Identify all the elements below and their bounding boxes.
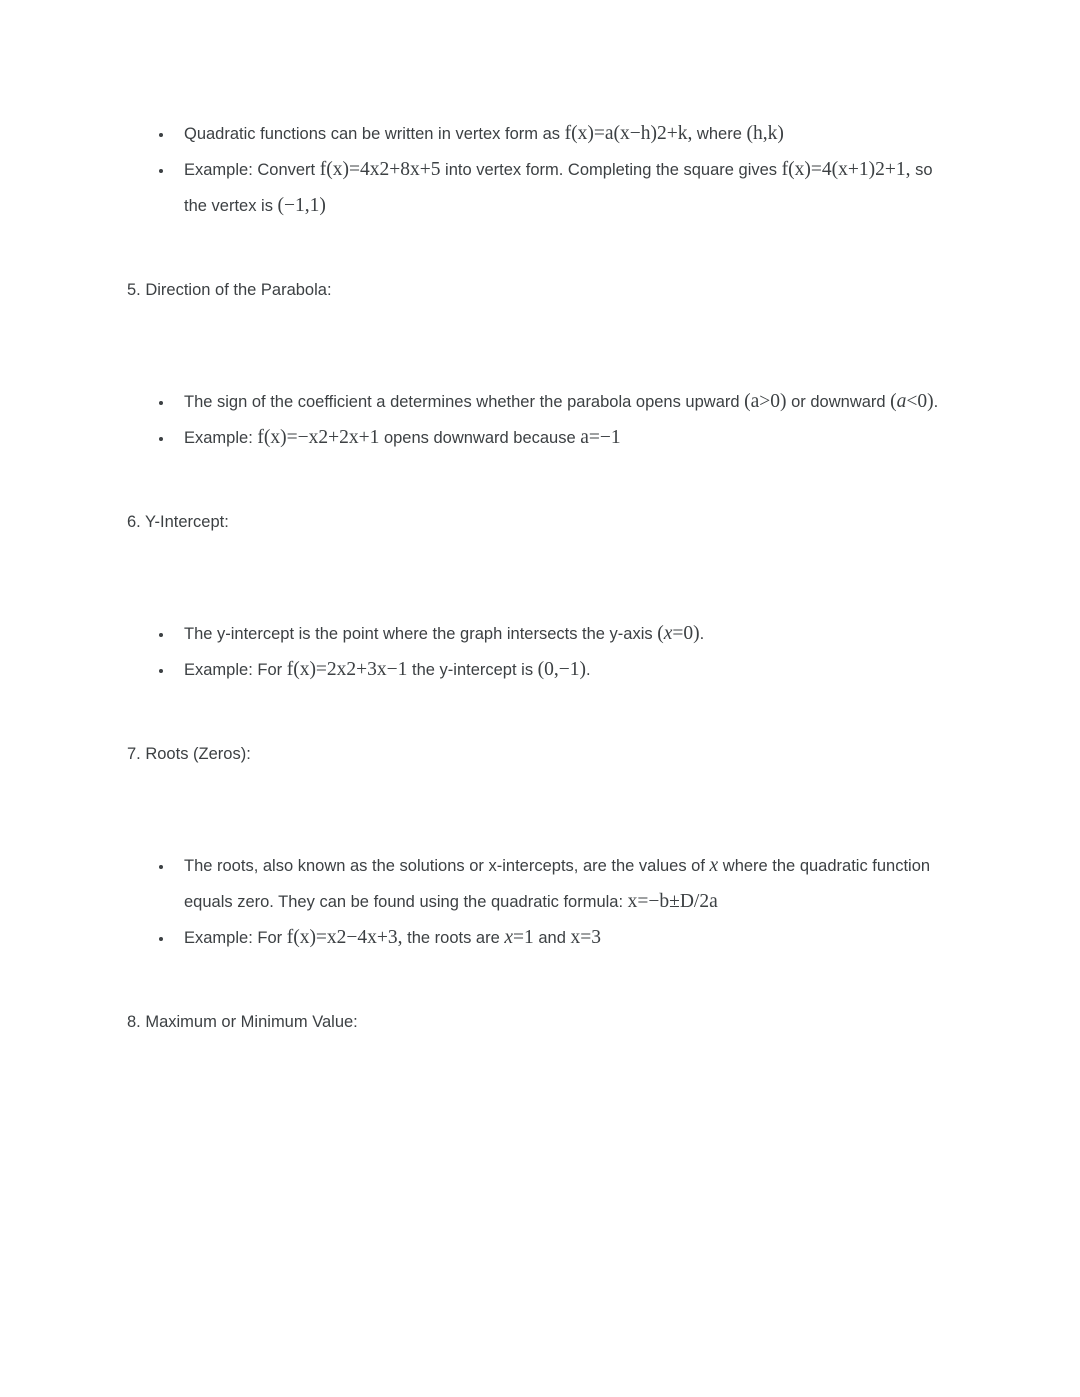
math-segment: f(x)=−x2+2x+1 xyxy=(257,427,380,448)
text-segment: the y-intercept is xyxy=(407,661,538,679)
math-segment: <0) xyxy=(906,391,934,412)
text-segment: into vertex form. Completing the square gives xyxy=(440,161,782,179)
math-segment: f(x)=x2−4x+3, xyxy=(286,927,403,948)
list-item xyxy=(174,152,945,224)
section-heading: 8. Maximum or Minimum Value: xyxy=(127,1013,358,1031)
list-item xyxy=(174,116,945,152)
text-segment: . xyxy=(933,393,939,411)
math-segment: ( xyxy=(657,623,664,644)
text-segment: The roots, also known as the solutions or x-intercepts, are the values of xyxy=(184,857,710,875)
section-heading: 7. Roots (Zeros): xyxy=(127,745,251,763)
text-segment: The sign of the coefficient a determines whether the parabola opens upward xyxy=(184,393,745,411)
math-segment: (h,k) xyxy=(746,123,784,144)
math-segment: a=−1 xyxy=(580,427,621,448)
text-segment: Example: Convert xyxy=(184,161,320,179)
math-segment: x=3 xyxy=(570,927,601,948)
text-segment: Example: For xyxy=(184,661,287,679)
math-segment: =1 xyxy=(513,927,534,948)
math-segment: (a>0) xyxy=(744,391,787,412)
text-segment: and xyxy=(533,929,571,947)
text-segment: or downward xyxy=(786,393,891,411)
list-item xyxy=(174,848,945,920)
list-item xyxy=(174,616,945,652)
text-segment: so the vertex is xyxy=(184,161,933,215)
math-segment: x xyxy=(709,855,719,876)
math-segment: ( xyxy=(890,391,897,412)
math-segment: x xyxy=(663,623,673,644)
math-segment: (−1,1) xyxy=(277,195,326,216)
text-segment: The y-intercept is the point where the graph intersects the y-axis xyxy=(184,625,658,643)
list-item xyxy=(174,652,945,688)
math-segment: f(x)=2x2+3x−1 xyxy=(286,659,408,680)
math-segment: x xyxy=(504,927,514,948)
bullet-list xyxy=(127,116,945,224)
document-content xyxy=(127,116,945,1040)
math-segment: (0,−1) xyxy=(537,659,587,680)
math-segment: f(x)=4(x+1)2+1, xyxy=(781,159,911,180)
text-segment: Example: For xyxy=(184,929,287,947)
text-segment: the roots are xyxy=(402,929,505,947)
list-item xyxy=(174,420,945,456)
section-heading: 5. Direction of the Parabola: xyxy=(127,281,332,299)
math-segment: f(x)=a(x−h)2+k, xyxy=(564,123,693,144)
section-heading: 6. Y-Intercept: xyxy=(127,513,229,531)
text-segment: Quadratic functions can be written in vertex form as xyxy=(184,125,565,143)
text-segment: where xyxy=(692,125,747,143)
text-segment: . xyxy=(699,625,705,643)
math-segment: =0) xyxy=(672,623,700,644)
text-segment: Example: xyxy=(184,429,258,447)
math-segment: a xyxy=(896,391,907,412)
bullet-list xyxy=(127,384,945,456)
text-segment: opens downward because xyxy=(379,429,581,447)
math-segment: f(x)=4x2+8x+5 xyxy=(319,159,441,180)
math-segment: x=−b±D/2a xyxy=(627,891,718,912)
bullet-list xyxy=(127,616,945,688)
bullet-list xyxy=(127,848,945,956)
list-item xyxy=(174,384,945,420)
list-item xyxy=(174,920,945,956)
text-segment: where the quadratic function equals zero. They can be found using the quadratic formula: xyxy=(184,857,931,911)
text-segment: . xyxy=(586,661,591,679)
